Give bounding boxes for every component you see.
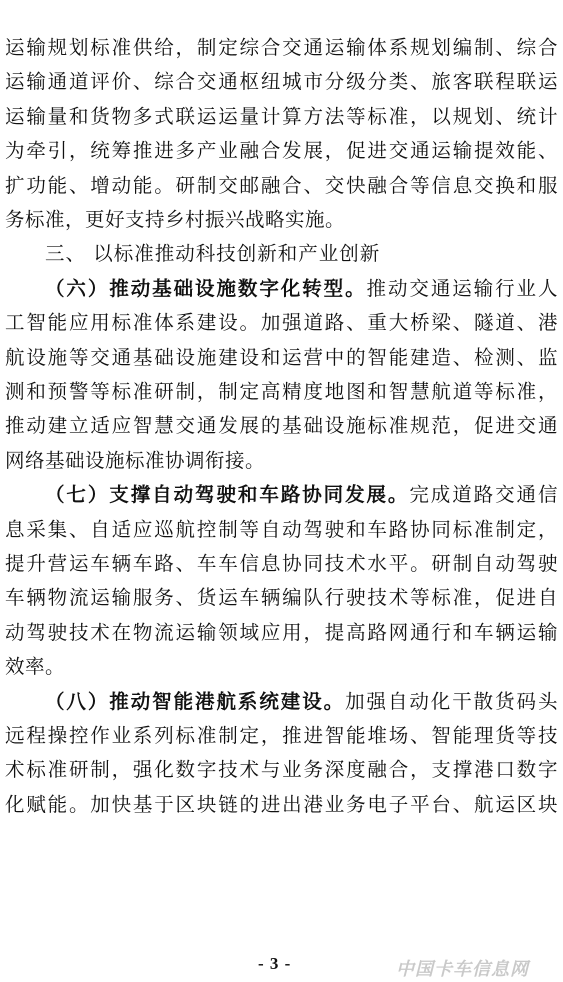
text-line: 为牵引，统筹推进多产业融合发展，促进交通运输提效能、 xyxy=(5,139,558,163)
text-line: 测和预警等标准研制，制定高精度地图和智慧航道等标准， xyxy=(5,380,558,403)
text-line: 推动建立适应智慧交通发展的基础设施标准规范，促进交通 xyxy=(5,414,558,438)
text-line: 效率。 xyxy=(5,655,66,679)
text-line: 车辆物流运输服务、货运车辆编队行驶技术等标准，促进自 xyxy=(5,586,558,610)
paragraph-six-first-line xyxy=(45,272,558,306)
text-line: 扩功能、增动能。研制交邮融合、交快融合等信息交换和服 xyxy=(5,173,558,197)
text-line: 航设施等交通基础设施建设和运营中的智能建造、检测、监 xyxy=(5,345,558,369)
text-line: 务标准，更好支持乡村振兴战略实施。 xyxy=(5,208,346,231)
text-line: 术标准研制，强化数字技术与业务深度融合，支撑港口数字 xyxy=(5,758,558,782)
text-line: 运输规划标准供给，制定综合交通运输体系规划编制、综合 xyxy=(5,36,558,59)
paragraph-seven-first-line xyxy=(45,478,558,512)
watermark-logo: 中国卡车信息网 xyxy=(396,959,529,980)
paragraph-six-lead: 推动交通运输行业人 xyxy=(366,276,558,300)
text-line: 提升营运车辆车路、车车信息协同技术水平。研制自动驾驶 xyxy=(5,552,558,575)
paragraph-eight-first-line xyxy=(45,685,558,719)
text-line: 运输通道评价、综合交通枢纽城市分级分类、旅客联程联运 xyxy=(5,70,558,94)
paragraph-seven-lead: 完成道路交通信 xyxy=(409,483,558,507)
text-line: 网络基础设施标准协调衔接。 xyxy=(5,448,266,472)
paragraph-six-title: （六）推动基础设施数字化转型。 xyxy=(45,276,367,300)
paragraph-eight-lead: 加强自动化干散货码头 xyxy=(345,689,558,713)
text-line: 动驾驶技术在物流运输领域应用，提高路网通行和车辆运输 xyxy=(5,620,558,644)
text-line: 工智能应用标准体系建设。加强道路、重大桥梁、隧道、港 xyxy=(5,311,558,335)
text-line: 息采集、自适应巡航控制等自动驾驶和车路协同标准制定， xyxy=(5,517,558,541)
section-heading: 三、 以标准推动科技创新和产业创新 xyxy=(45,242,381,266)
paragraph-eight-title: （八）推动智能港航系统建设。 xyxy=(45,689,346,713)
text-line: 化赋能。加快基于区块链的进出港业务电子平台、航运区块 xyxy=(5,792,558,816)
text-line: 运输量和货物多式联运运量计算方法等标准，以规划、统计 xyxy=(5,104,558,128)
paragraph-seven-title: （七）支撑自动驾驶和车路协同发展。 xyxy=(45,483,410,507)
page-number: - 3 - xyxy=(258,954,292,973)
text-line: 远程操控作业系列标准制定，推进智能堆场、智能理货等技 xyxy=(5,724,558,747)
